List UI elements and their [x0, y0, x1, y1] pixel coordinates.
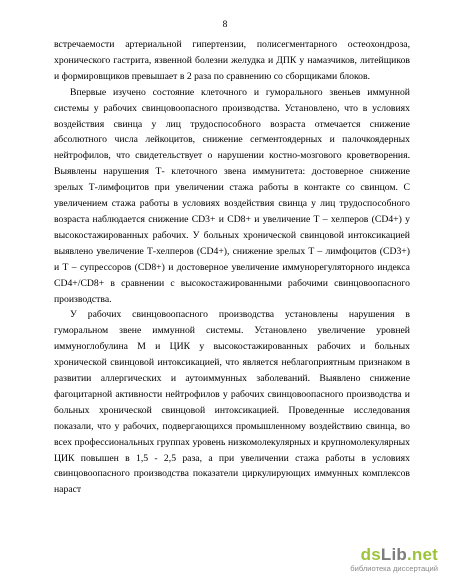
- dslib-logo: [346, 546, 438, 564]
- logo-ds-text: ds: [360, 545, 381, 564]
- page-number: 8: [222, 20, 228, 30]
- paragraph: встречаемости артериальной гипертензии, полисегментарного остеохондроза, хронического гастрита, язвенной болезни желудка и ДПК у намазчиков, литейщиков и формировщиков превышает в 2 раза по сравнению со сборщиками блоков.: [54, 39, 410, 82]
- watermark-tagline: библиотека диссертаций: [350, 564, 438, 573]
- logo-tld-text: .net: [406, 545, 438, 564]
- logo-lib-text: Lib: [380, 545, 407, 564]
- dslib-watermark: [346, 546, 438, 574]
- paragraph: Впервые изучено состояние клеточного и гуморального звеньев иммунной системы у рабочих свинцовоопасного производства. Установлено, что в условиях воздействия свинца у лиц трудоспособного возраста отмечается снижение абсолютного числа лейкоцитов, снижение сегментоядерных и палочкоядерных нейтрофилов, что свидетельствует о нарушении костно-мозгового кроветворения. Выявлены нарушения Т- клеточного звена иммунитета: достоверное снижение зрелых Т-лимфоцитов при увеличении стажа работы в контакте со свинцом. С увеличением стажа работы в условиях воздействия свинца у лиц трудоспособного возраста наблюдается снижение CD3+ и CD8+ и увеличение Т – хелперов (CD4+) у высокостажированных рабочих. У больных хронической свинцовой интоксикацией выявлено увеличение Т-хелперов (CD4+), снижение зрелых Т – лимфоцитов (CD3+) и Т – супрессоров (CD8+) и достоверное увеличение иммунорегуляторного индекса CD4+/CD8+ в сравнении с высокостажированными рабочими свинцовоопасного производства.: [54, 86, 410, 305]
- paragraph: У рабочих свинцовоопасного производства установлены нарушения в гуморальном звене иммунной системы. Установлено увеличение уровней иммуноглобулина М и ЦИК у высокостажированных рабочих и больных хронической свинцовой интоксикацией, что является неблагоприятным признаком в развитии аллергических и аутоиммунных заболеваний. Выявлено снижение фагоцитарной активности нейтрофилов у рабочих свинцовоопасного производства и больных хронической свинцовой интоксикацией. Проведенные исследования показали, что у рабочих, подвергающихся промышленному воздействию свинца, во всех профессиональных группах уровень низкомолекулярных и крупномолекулярных ЦИК повышен в 1,5 - 2,5 раза, а при увеличении стажа работы в условиях свинцовоопасного производства показатели циркулирующих иммунных комплексов нараст: [54, 309, 410, 496]
- document-body: [54, 37, 410, 498]
